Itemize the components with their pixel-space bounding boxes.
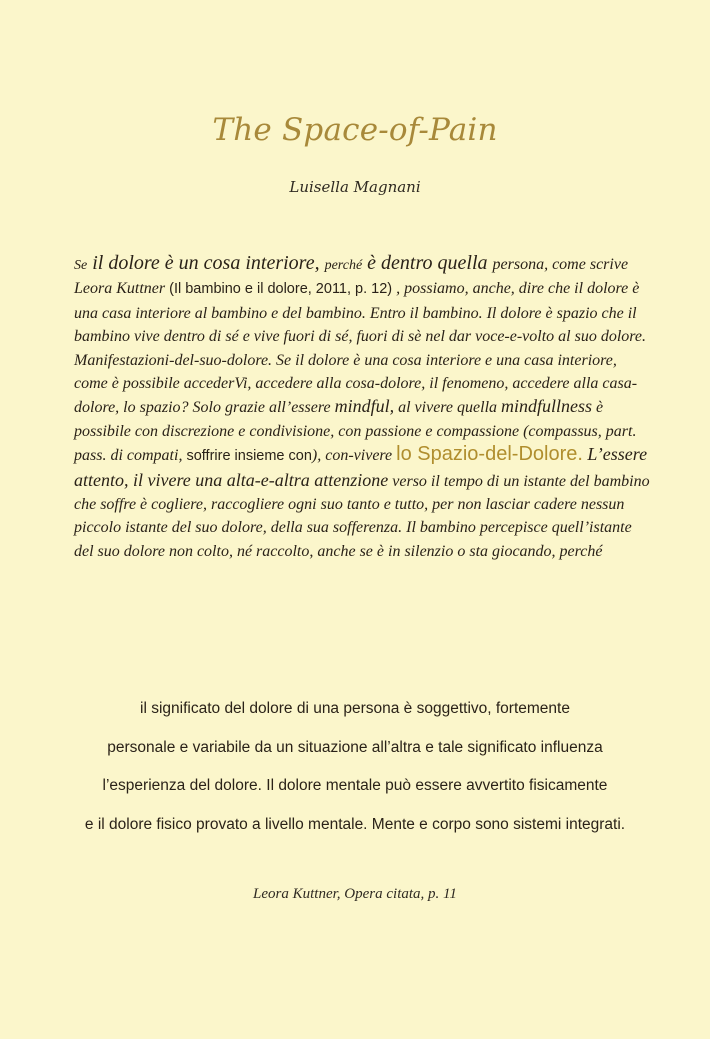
quote-line: e il dolore fisico provato a livello mentale. Mente e corpo sono sistemi integrati. — [84, 815, 626, 833]
block-quote — [40, 690, 670, 844]
body-span: soffrire insieme con — [186, 448, 312, 465]
quote-line: personale e variabile da un situazione all’altra e tale significato influenza — [107, 738, 603, 756]
body-span: mindfullness — [501, 396, 593, 417]
body-span: al vivere quella — [394, 399, 502, 417]
body-span: il dolore è un cosa interiore, — [87, 252, 325, 274]
page-title: The Space-of-Pain — [212, 112, 498, 148]
body-span: verso il tempo di un istante del bambino che soffre è cogliere, raccogliere ogni suo tanto e tutto, per non lasciar cadere nessun piccolo istante del suo dolore, della sua sofferenza. Il bambino percepisce quell’istante del suo dolore non colto, né raccolto, anche se è in silenzio o sta giocando, perché — [74, 472, 650, 560]
body-span: persona, — [492, 256, 549, 273]
body-span: L’essere — [582, 444, 648, 465]
body-paragraph — [74, 252, 654, 563]
body-span: perché — [324, 258, 363, 273]
body-span: è possibile con discrezione e condivisione, con passione e compassione (compassus, part. pass. di compati, — [74, 399, 637, 465]
body-span: ), con-vivere — [311, 447, 397, 465]
author-name: Luisella Magnani — [289, 178, 421, 196]
body-span: Se — [74, 258, 88, 273]
quote-line: l’esperienza del dolore. Il dolore mentale può essere avvertito fisicamente — [102, 777, 608, 794]
quote-citation: Leora Kuttner, Opera citata, p. 11 — [253, 886, 457, 902]
body-span: è dentro quella — [362, 252, 493, 274]
book-reference: (Il bambino e il dolore, 2011, p. 12) — [169, 281, 393, 298]
body-span: mindful, — [334, 396, 395, 417]
quote-line: il significato del dolore di una persona è soggettivo, fortemente — [140, 700, 570, 717]
body-span: come scrive Leora Kuttner — [74, 256, 629, 298]
highlight-phrase: lo Spazio-del-Dolore. — [396, 443, 583, 466]
body-span: attento, il vivere una alta-e-altra attenzione — [74, 469, 389, 490]
body-span: , possiamo, anche, dire che il dolore è una casa interiore al bambino e del bambino. Entro il bambino. Il dolore è spazio che il bambino vive dentro di sé e vive fuori di sé, fuori di sè nel dar voce-e-volto al suo dolore. Manifestazioni-del-suo-dolore. Se il dolore è una cosa interiore e una casa interiore, come è possibile accederVi, accedere alla cosa-dolore, il fenomeno, accedere alla casa-dolore, lo spazio? Solo grazie all’essere — [74, 280, 647, 417]
